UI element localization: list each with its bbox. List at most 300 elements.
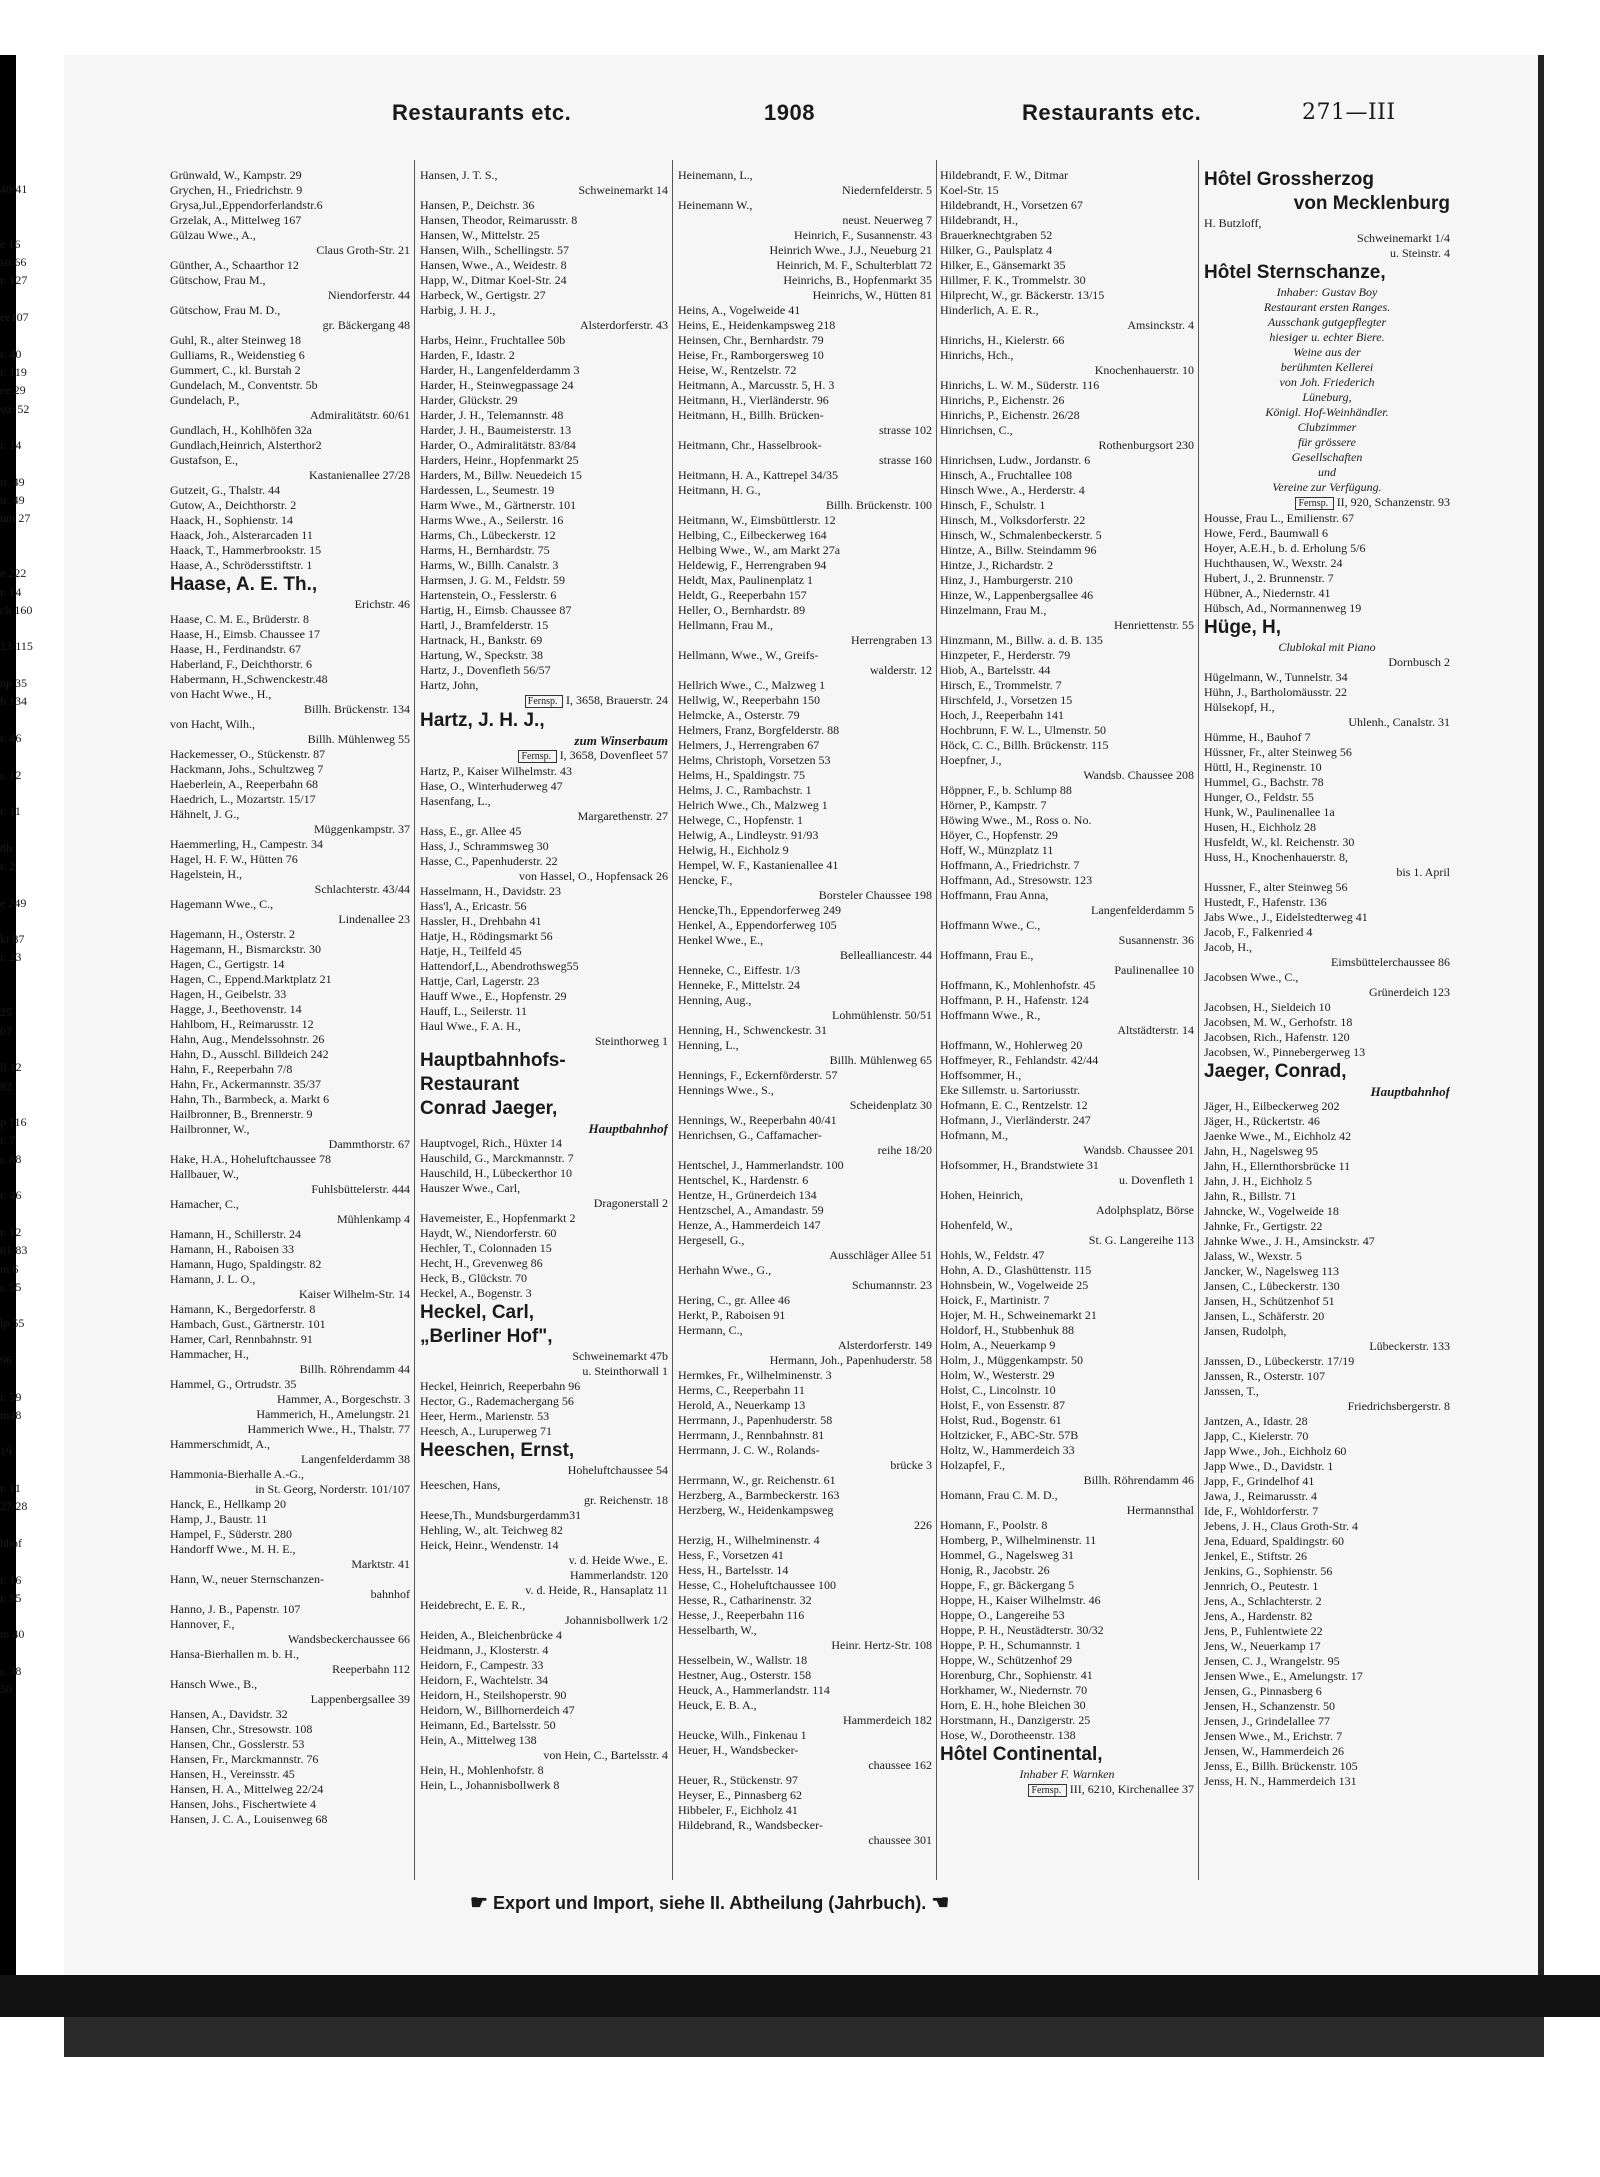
directory-entry: Hackemesser, O., Stückenstr. 87 xyxy=(170,747,326,761)
directory-entry: strasse 102 xyxy=(879,423,932,437)
directory-entry: Hansen, Wilh., Schellingstr. 57 xyxy=(420,243,569,257)
directory-entry: Hartenstein, O., Fesslerstr. 6 xyxy=(420,588,557,602)
directory-entry: brücke 3 xyxy=(890,1458,932,1472)
directory-entry: Harmsen, J. G. M., Feldstr. 59 xyxy=(420,573,565,587)
directory-entry: Haeberlein, A., Reeperbahn 68 xyxy=(170,777,318,791)
directory-entry: Hass, E., gr. Allee 45 xyxy=(420,824,522,838)
directory-entry: Henze, A., Hammerdeich 147 xyxy=(678,1218,821,1232)
directory-entry: Happ, W., Ditmar Koel-Str. 24 xyxy=(420,273,567,287)
directory-entry: Hesse, R., Catharinenstr. 32 xyxy=(678,1593,812,1607)
fragment-line: 81/83 xyxy=(0,1243,28,1258)
directory-entry: Jäger, H., Eilbeckerweg 202 xyxy=(1204,1099,1340,1113)
directory-entry: Herzberg, A., Barmbeckerstr. 163 xyxy=(678,1488,840,1502)
directory-entry: Jens, A., Hardenstr. 82 xyxy=(1204,1609,1313,1623)
directory-entry: Hintze, J., Richardstr. 2 xyxy=(940,558,1053,572)
telephone-label: Fernsp. xyxy=(525,695,563,708)
directory-entry: Hammonia-Bierhalle A.-G., xyxy=(170,1467,304,1481)
directory-entry: Höyer, C., Hopfenstr. 29 xyxy=(940,828,1058,842)
directory-entry: Henning, H., Schwenckestr. 31 xyxy=(678,1023,827,1037)
directory-entry: Helms, J. C., Rambachstr. 1 xyxy=(678,783,812,797)
directory-entry: Langenfelderdamm 5 xyxy=(1091,903,1194,917)
fragment-line: e 249 xyxy=(0,895,27,910)
fragment-line xyxy=(0,1296,48,1314)
directory-entry: Hansen, P., Deichstr. 36 xyxy=(420,198,535,212)
directory-entry: Hahlbom, H., Reimarusstr. 12 xyxy=(170,1017,314,1031)
directory-entry: Hermann, C., xyxy=(678,1323,743,1337)
fragment-line: m 40 xyxy=(0,1627,25,1642)
footer-text: Export und Import, siehe II. Abtheilung (Jahrbuch). xyxy=(492,1893,927,1913)
directory-entry: Hoffmann, W., Hohlerweg 20 xyxy=(940,1038,1083,1052)
directory-entry: Borsteler Chaussee 198 xyxy=(818,888,932,902)
directory-entry: Gundelach, M., Conventstr. 5b xyxy=(170,378,318,392)
listing-heading: Jaeger, Conrad, xyxy=(1204,1061,1347,1082)
directory-entry: Herzberg, W., Heidenkampsweg xyxy=(678,1503,834,1517)
previous-page-fragment xyxy=(0,180,48,1699)
directory-entry: Heidorn, F., Wachtelstr. 34 xyxy=(420,1673,549,1687)
directory-entry: Hühn, J., Bartholomäusstr. 22 xyxy=(1204,685,1347,699)
directory-entry: Lindenallee 23 xyxy=(338,912,410,926)
directory-entry: Hammer, A., Borgeschstr. 3 xyxy=(277,1392,410,1406)
directory-entry: Hagge, J., Beethovenstr. 14 xyxy=(170,1002,302,1016)
directory-entry: von Hacht Wwe., H., xyxy=(170,687,272,701)
directory-entry: Hagen, C., Gertigstr. 14 xyxy=(170,957,285,971)
directory-entry: Heitmann, Chr., Hasselbrook- xyxy=(678,438,822,452)
fragment-line: r. 55 xyxy=(0,1279,22,1294)
directory-entry: Jennrich, O., Peutestr. 1 xyxy=(1204,1579,1319,1593)
fragment-line: 13/115 xyxy=(0,639,33,654)
listing-heading: Hartz, J. H. J., xyxy=(420,710,545,731)
directory-entry: Harders, Heinr., Hopfenmarkt 25 xyxy=(420,453,579,467)
directory-entry: Hartz, John, xyxy=(420,678,479,692)
directory-entry: Hinsch, A., Fruchtallee 108 xyxy=(940,468,1072,482)
directory-entry: Hamer, Carl, Rennbahnstr. 91 xyxy=(170,1332,313,1346)
directory-entry: Harder, J. H., Baumeisterstr. 13 xyxy=(420,423,572,437)
directory-entry: Jensen, H., Schanzenstr. 50 xyxy=(1204,1699,1335,1713)
directory-entry: Jena, Eduard, Spaldingstr. 60 xyxy=(1204,1534,1344,1548)
fragment-line: str.66 xyxy=(0,255,27,270)
directory-entry: Hestner, Aug., Osterstr. 158 xyxy=(678,1668,812,1682)
directory-entry: Hofmann, E. C., Rentzelstr. 12 xyxy=(940,1098,1088,1112)
directory-entry: Hergesell, G., xyxy=(678,1233,745,1247)
directory-entry: Hinzelmann, Frau M., xyxy=(940,603,1047,617)
directory-entry: Hamp, J., Baustr. 11 xyxy=(170,1512,268,1526)
directory-entry: Helwege, C., Hopfenstr. 1 xyxy=(678,813,803,827)
directory-entry: Jahn, J. H., Eichholz 5 xyxy=(1204,1174,1312,1188)
directory-entry: Hinrichsen, Ludw., Jordanstr. 6 xyxy=(940,453,1091,467)
directory-entry: Scheidenplatz 30 xyxy=(849,1098,932,1112)
listing-note: für grössere xyxy=(1298,435,1356,449)
fragment-line: r. 16 xyxy=(0,1572,22,1587)
directory-entry: Altstädterstr. 14 xyxy=(1117,1023,1194,1037)
directory-entry: Hamann, H., Schillerstr. 24 xyxy=(170,1227,301,1241)
directory-entry: von Hein, C., Bartelsstr. 4 xyxy=(543,1748,668,1762)
directory-entry: Lübeckerstr. 133 xyxy=(1369,1339,1450,1353)
pointing-hand-icon: ☚ xyxy=(931,1892,950,1914)
directory-entry: Hattendorf,L., Abendrothsweg55 xyxy=(420,959,579,973)
directory-entry: Hirschfeld, J., Vorsetzen 15 xyxy=(940,693,1073,707)
column-4 xyxy=(940,168,1194,1873)
fragment-line: 25 xyxy=(0,1005,12,1020)
directory-entry: Hamann, H., Raboisen 33 xyxy=(170,1242,294,1256)
listing-heading: Haase, A. E. Th., xyxy=(170,574,318,595)
directory-entry: Harden, F., Idastr. 2 xyxy=(420,348,515,362)
directory-entry: Henkel, A., Eppendorferweg 105 xyxy=(678,918,837,932)
directory-entry: Holm, W., Westerstr. 29 xyxy=(940,1368,1055,1382)
directory-entry: Helms, H., Spaldingstr. 75 xyxy=(678,768,806,782)
fragment-line: r. 59 xyxy=(0,1389,22,1404)
directory-entry: Haase, A., Schrödersstiftstr. 1 xyxy=(170,558,313,572)
directory-entry: Jansen, Rudolph, xyxy=(1204,1324,1287,1338)
fragment-line xyxy=(0,1333,48,1351)
directory-entry: Heese,Th., Mundsburgerdamm31 xyxy=(420,1508,582,1522)
directory-entry: Hinrichs, Hch., xyxy=(940,348,1014,362)
directory-entry: Hesselbein, W., Wallstr. 18 xyxy=(678,1653,808,1667)
directory-entry: Hennings, F., Eckernförderstr. 57 xyxy=(678,1068,838,1082)
directory-entry: Grysa,Jul.,Eppendorferlandstr.6 xyxy=(170,198,323,212)
pointing-hand-icon: ☛ xyxy=(470,1892,488,1914)
directory-entry: Schumannstr. 23 xyxy=(852,1278,932,1292)
listing-note: hiesiger u. echter Biere. xyxy=(1269,330,1385,344)
directory-entry: Jalass, W., Wexstr. 5 xyxy=(1204,1249,1302,1263)
directory-entry: Hauszer Wwe., Carl, xyxy=(420,1181,521,1195)
directory-entry: Hagemann Wwe., C., xyxy=(170,897,274,911)
directory-entry: Hunk, W., Paulinenallee 1a xyxy=(1204,805,1335,819)
directory-entry: Heitmann, H. G., xyxy=(678,483,761,497)
directory-entry: Jantzen, A., Idastr. 28 xyxy=(1204,1414,1308,1428)
directory-entry: Höppner, F., b. Schlump 88 xyxy=(940,783,1072,797)
column-1 xyxy=(170,168,410,1873)
listing-heading: „Berliner Hof", xyxy=(420,1326,553,1347)
directory-entry: Hailbronner, W., xyxy=(170,1122,250,1136)
directory-entry: Hinz, J., Hamburgerstr. 210 xyxy=(940,573,1073,587)
column-3 xyxy=(678,168,932,1873)
directory-entry: Haemmerling, H., Campestr. 34 xyxy=(170,837,323,851)
directory-entry: Herms, C., Reeperbahn 11 xyxy=(678,1383,805,1397)
directory-entry: Hauff, L., Seilerstr. 11 xyxy=(420,1004,527,1018)
directory-entry: Hohn, A. D., Glashüttenstr. 115 xyxy=(940,1263,1092,1277)
directory-entry: Hunger, O., Feldstr. 55 xyxy=(1204,790,1314,804)
fragment-line xyxy=(0,1168,48,1186)
directory-entry: Herrmann, J., Rennbahnstr. 81 xyxy=(678,1428,825,1442)
directory-entry: Gundelach, P., xyxy=(170,393,240,407)
directory-entry: gr. Bäckergang 48 xyxy=(322,318,410,332)
directory-entry: Erichstr. 46 xyxy=(354,597,410,611)
fragment-line: 07 xyxy=(0,1023,12,1038)
directory-entry: Hein, H., Mohlenhofstr. 8 xyxy=(420,1763,544,1777)
directory-entry: v. d. Heide Wwe., E. xyxy=(568,1553,668,1567)
directory-entry: Billh. Röhrendamm 46 xyxy=(1083,1473,1194,1487)
listing-note: berühmten Kellerei xyxy=(1280,360,1374,374)
directory-entry: Heidorn, F., Campestr. 33 xyxy=(420,1658,544,1672)
directory-entry: Helmers, J., Herrengraben 67 xyxy=(678,738,820,752)
directory-entry: Hake, H.A., Hoheluftchaussee 78 xyxy=(170,1152,331,1166)
directory-entry: Hauff Wwe., E., Hopfenstr. 29 xyxy=(420,989,567,1003)
directory-entry: Hess, H., Bartelsstr. 14 xyxy=(678,1563,789,1577)
directory-entry: Hofsommer, H., Brandstwiete 31 xyxy=(940,1158,1099,1172)
directory-entry: Höck, C. C., Billh. Brückenstr. 115 xyxy=(940,738,1109,752)
directory-entry: Heitmann, H. A., Kattrepel 34/35 xyxy=(678,468,838,482)
directory-entry: Niedernfelderstr. 5 xyxy=(842,183,932,197)
directory-entry: Harders, M., Billw. Neuedeich 15 xyxy=(420,468,582,482)
directory-entry: H. Butzloff, xyxy=(1204,216,1262,230)
fragment-line xyxy=(0,1369,48,1387)
directory-entry: Hesse, C., Hoheluftchaussee 100 xyxy=(678,1578,836,1592)
directory-entry: Hasenfang, L., xyxy=(420,794,491,808)
directory-entry: Hammacher, H., xyxy=(170,1347,249,1361)
directory-entry: Hempel, W. F., Kastanienallee 41 xyxy=(678,858,839,872)
directory-entry: Hass, J., Schrammsweg 30 xyxy=(420,839,549,853)
directory-entry: strasse 160 xyxy=(879,453,932,467)
fragment-line: r. 2 xyxy=(0,858,16,873)
directory-entry: Hustedt, F., Hafenstr. 136 xyxy=(1204,895,1327,909)
column-rule xyxy=(672,160,673,1880)
directory-entry: Heise, W., Rentzelstr. 72 xyxy=(678,363,797,377)
directory-entry: Claus Groth-Str. 21 xyxy=(316,243,410,257)
directory-entry: Hauschild, H., Lübeckerthor 10 xyxy=(420,1166,572,1180)
directory-entry: Lappenbergsallee 39 xyxy=(310,1692,410,1706)
directory-entry: Haase, H., Eimsb. Chaussee 17 xyxy=(170,627,320,641)
directory-entry: Japp, C., Kielerstr. 70 xyxy=(1204,1429,1309,1443)
directory-entry: Henkel Wwe., E., xyxy=(678,933,764,947)
directory-entry: Harder, H., Langenfelderdamm 3 xyxy=(420,363,580,377)
fragment-line: r. 46 xyxy=(0,1188,22,1203)
directory-entry: Hentschel, K., Hardenstr. 6 xyxy=(678,1173,809,1187)
directory-entry: Hammerlandstr. 120 xyxy=(570,1568,668,1582)
fragment-line: ch 160 xyxy=(0,602,33,617)
directory-entry: Hentzschel, A., Amandastr. 59 xyxy=(678,1203,824,1217)
fragment-line: 82 xyxy=(0,1078,12,1093)
directory-entry: Henneke, C., Eiffestr. 1/3 xyxy=(678,963,801,977)
directory-entry: Herrmann, J. C. W., Rolands- xyxy=(678,1443,820,1457)
directory-entry: Hellmann, Wwe., W., Greifs- xyxy=(678,648,819,662)
directory-entry: Hinrichs, H., Kielerstr. 66 xyxy=(940,333,1065,347)
directory-entry: Hahn, D., Ausschl. Billdeich 242 xyxy=(170,1047,329,1061)
directory-entry: Hannover, F., xyxy=(170,1617,235,1631)
directory-entry: u. Dovenfleth 1 xyxy=(1119,1173,1194,1187)
directory-entry: Hansen, J. T. S., xyxy=(420,168,498,182)
directory-entry: Hummel, G., Bachstr. 78 xyxy=(1204,775,1324,789)
directory-entry: Housse, Frau L., Emilienstr. 67 xyxy=(1204,511,1354,525)
fragment-line: kt 87 xyxy=(0,932,25,947)
directory-entry: Heuer, H., Wandsbecker- xyxy=(678,1743,799,1757)
listing-heading: Hüge, H, xyxy=(1204,617,1282,638)
directory-entry: Hildebrandt, F. W., Ditmar xyxy=(940,168,1069,182)
directory-entry: Hoch, J., Reeperbahn 141 xyxy=(940,708,1064,722)
directory-entry: Jenkel, E., Stiftstr. 26 xyxy=(1204,1549,1307,1563)
directory-entry: Holm, J., Müggenkampstr. 50 xyxy=(940,1353,1083,1367)
directory-entry: Grünerdeich 123 xyxy=(1369,985,1450,999)
directory-entry: Niendorferstr. 44 xyxy=(328,288,410,302)
directory-entry: Jacob, H., xyxy=(1204,940,1252,954)
directory-entry: Hoppe, W., Schützenhof 29 xyxy=(940,1653,1072,1667)
directory-entry: Heuck, E. B. A., xyxy=(678,1698,757,1712)
telephone-label: Fernsp. xyxy=(518,750,556,763)
directory-entry: Dragonerstall 2 xyxy=(593,1196,668,1210)
directory-entry: Heyser, E., Pinnasberg 62 xyxy=(678,1788,802,1802)
directory-entry: Janssen, D., Lübeckerstr. 17/19 xyxy=(1204,1354,1355,1368)
directory-entry: Jahn, H., Ellernthorsbrücke 11 xyxy=(1204,1159,1351,1173)
directory-entry: Hanck, E., Hellkamp 20 xyxy=(170,1497,286,1511)
directory-entry: Schweinemarkt 1/4 xyxy=(1357,231,1450,245)
directory-entry: Hinsch Wwe., A., Herderstr. 4 xyxy=(940,483,1085,497)
page-number: 271—III xyxy=(1302,100,1396,125)
directory-entry: Heitmann, W., Eimsbüttlerstr. 12 xyxy=(678,513,836,527)
directory-entry: Helbing Wwe., W., am Markt 27a xyxy=(678,543,841,557)
directory-entry: Wandsb. Chaussee 208 xyxy=(1083,768,1194,782)
directory-entry: Holm, A., Neuerkamp 9 xyxy=(940,1338,1056,1352)
directory-entry: Grychen, H., Friedrichstr. 9 xyxy=(170,183,303,197)
directory-entry: Hermann, Joh., Papenhuderstr. 58 xyxy=(769,1353,932,1367)
fragment-line: r. 127 xyxy=(0,273,28,288)
directory-entry: Hoppe, P. H., Schumannstr. 1 xyxy=(940,1638,1081,1652)
directory-entry: Hartz, P., Kaiser Wilhelmstr. 43 xyxy=(420,764,572,778)
directory-entry: Hoppe, H., Kaiser Wilhelmstr. 46 xyxy=(940,1593,1101,1607)
fragment-line: nm 27 xyxy=(0,511,31,526)
directory-entry: Henneke, F., Mittelstr. 24 xyxy=(678,978,801,992)
directory-entry: Helbing, C., Eilbeckerweg 164 xyxy=(678,528,827,542)
directory-entry: Jahncke, W., Vogelweide 18 xyxy=(1204,1204,1339,1218)
directory-entry: Helmers, Franz, Borgfelderstr. 88 xyxy=(678,723,840,737)
directory-entry: Horn, E. H., hohe Bleichen 30 xyxy=(940,1698,1086,1712)
fragment-line xyxy=(0,985,48,1003)
directory-entry: Heidorn, W., Billhornerdeich 47 xyxy=(420,1703,575,1717)
directory-entry: Janssen, T., xyxy=(1204,1384,1259,1398)
directory-entry: in St. Georg, Norderstr. 101/107 xyxy=(255,1482,410,1496)
directory-entry: Hering, C., gr. Allee 46 xyxy=(678,1293,790,1307)
directory-entry: Gütschow, Frau M., xyxy=(170,273,266,287)
directory-entry: Heidmann, J., Klosterstr. 4 xyxy=(420,1643,549,1657)
directory-entry: Jensen, C. J., Wrangelstr. 95 xyxy=(1204,1654,1340,1668)
directory-entry: Amsinckstr. 4 xyxy=(1127,318,1194,332)
directory-entry: Hohls, W., Feldstr. 47 xyxy=(940,1248,1045,1262)
directory-entry: Haydt, W., Niendorferstr. 60 xyxy=(420,1226,557,1240)
listing-subheading: Hauptbahnhof xyxy=(588,1121,668,1136)
directory-entry: Heinemann W., xyxy=(678,198,753,212)
directory-entry: Heller, O., Bernhardstr. 89 xyxy=(678,603,806,617)
directory-entry: Hartnack, H., Bankstr. 69 xyxy=(420,633,543,647)
listing-note: Ausschank gutgepflegter xyxy=(1267,315,1387,329)
listing-note: Restaurant ersten Ranges. xyxy=(1263,300,1391,314)
directory-entry: Heuer, R., Stückenstr. 97 xyxy=(678,1773,798,1787)
fragment-line: r. 14 xyxy=(0,438,22,453)
directory-entry: Hennings, W., Reeperbahn 40/41 xyxy=(678,1113,837,1127)
fragment-line: ee107 xyxy=(0,310,29,325)
directory-entry: Hartz, J., Dovenfleth 56/57 xyxy=(420,663,551,677)
directory-entry: Hoffsommer, H., xyxy=(940,1068,1022,1082)
directory-entry: Heinrich Wwe., J.J., Neueburg 21 xyxy=(769,243,932,257)
directory-entry: Hahn, F., Reeperbahn 7/8 xyxy=(170,1062,293,1076)
listing-note: Vereine zur Verfügung. xyxy=(1272,480,1382,494)
fragment-line: r. 7 xyxy=(0,1133,16,1148)
directory-entry: Herhahn Wwe., G., xyxy=(678,1263,772,1277)
directory-entry: Jensen Wwe., M., Erichstr. 7 xyxy=(1204,1729,1343,1743)
directory-entry: Hagelstein, H., xyxy=(170,867,242,881)
telephone-number: I, 3658, Brauerstr. 24 xyxy=(566,693,668,707)
directory-entry: Helmcke, A., Osterstr. 79 xyxy=(678,708,800,722)
listing-note: und xyxy=(1318,465,1336,479)
directory-entry: Homann, Frau C. M. D., xyxy=(940,1488,1058,1502)
directory-entry: Reeperbahn 112 xyxy=(332,1662,410,1676)
directory-entry: Jaenke Wwe., M., Eichholz 42 xyxy=(1204,1129,1352,1143)
directory-entry: Hillmer, F. K., Trommelstr. 30 xyxy=(940,273,1086,287)
directory-entry: Schweinemarkt 47b xyxy=(572,1349,668,1363)
directory-entry: Gundlach,Heinrich, Alsterthor2 xyxy=(170,438,322,452)
directory-entry: Hübner, A., Niedernstr. 41 xyxy=(1204,586,1331,600)
directory-entry: Hoffmann Wwe., C., xyxy=(940,918,1041,932)
fragment-line xyxy=(0,1552,48,1570)
directory-entry xyxy=(940,1782,1194,1798)
directory-entry: Eke Sillemstr. u. Sartoriusstr. xyxy=(940,1083,1080,1097)
directory-entry: Hibbeler, F., Eichholz 41 xyxy=(678,1803,798,1817)
fragment-line: e 16 xyxy=(0,236,21,251)
directory-entry: Hencke,Th., Eppendorferweg 249 xyxy=(678,903,841,917)
fragment-line xyxy=(0,875,48,893)
directory-entry: Gutow, A., Deichthorstr. 2 xyxy=(170,498,297,512)
directory-entry: Hinsch, M., Volksdorferstr. 22 xyxy=(940,513,1086,527)
directory-entry: Habermann, H.,Schwenckestr.48 xyxy=(170,672,328,686)
directory-entry: Hamann, K., Bergedorferstr. 8 xyxy=(170,1302,316,1316)
directory-entry: Hilker, G., Paulsplatz 4 xyxy=(940,243,1053,257)
directory-entry: Homberg, P., Wilhelminenstr. 11 xyxy=(940,1533,1097,1547)
fragment-line xyxy=(0,656,48,674)
directory-entry: Hagemann, H., Bismarckstr. 30 xyxy=(170,942,321,956)
directory-entry: Hass'l, A., Ericastr. 56 xyxy=(420,899,527,913)
directory-entry: Jahnke, Fr., Gertigstr. 22 xyxy=(1204,1219,1323,1233)
telephone-label: Fernsp. xyxy=(1028,1784,1066,1797)
directory-entry: Alsterdorferstr. 43 xyxy=(580,318,668,332)
fragment-line xyxy=(0,1205,48,1223)
directory-entry: Huss, H., Knochenhauerstr. 8, xyxy=(1204,850,1348,864)
directory-entry: Hauschild, G., Marckmannstr. 7 xyxy=(420,1151,574,1165)
directory-entry: Hahn, Aug., Mendelssohnstr. 26 xyxy=(170,1032,325,1046)
directory-entry: Hojer, M. H., Schweinemarkt 21 xyxy=(940,1308,1097,1322)
directory-entry: Hoffmann, Frau Anna, xyxy=(940,888,1049,902)
directory-entry: Grünwald, W., Kampstr. 29 xyxy=(170,168,302,182)
directory-entry: Hoff, W., Münzplatz 11 xyxy=(940,843,1054,857)
directory-entry: Hoffmann, K., Mohlenhofstr. 45 xyxy=(940,978,1096,992)
directory-entry: Heuck, A., Hammerlandstr. 114 xyxy=(678,1683,830,1697)
directory-entry: Paulinenallee 10 xyxy=(1114,963,1194,977)
directory-entry: Hassler, H., Drehbahn 41 xyxy=(420,914,542,928)
directory-entry: Harder, J. H., Telemannstr. 48 xyxy=(420,408,564,422)
directory-entry: Hesse, J., Reeperbahn 116 xyxy=(678,1608,805,1622)
directory-entry: Hasse, C., Papenhuderstr. 22 xyxy=(420,854,558,868)
directory-entry: Hamann, J. L. O., xyxy=(170,1272,256,1286)
directory-entry: Hilker, E., Gänsemarkt 35 xyxy=(940,258,1066,272)
directory-entry: Hinderlich, A. E. R., xyxy=(940,303,1039,317)
directory-entry: Heise, Fr., Ramborgersweg 10 xyxy=(678,348,824,362)
fragment-line: m 6 xyxy=(0,1261,19,1276)
directory-entry: Jacobsen, H., Sieldeich 10 xyxy=(1204,1000,1331,1014)
directory-entry: Hamacher, C., xyxy=(170,1197,239,1211)
fragment-line: r. 23 xyxy=(0,950,22,965)
fragment-line: str. 52 xyxy=(0,401,30,416)
telephone-number: I, 3658, Dovenfleet 57 xyxy=(559,748,668,762)
directory-entry: Heitmann, H., Vierländerstr. 96 xyxy=(678,393,829,407)
directory-entry: Wandsb. Chaussee 201 xyxy=(1083,1143,1194,1157)
directory-entry: Harms, W., Billh. Canalstr. 3 xyxy=(420,558,559,572)
directory-entry: Jensen Wwe., E., Amelungstr. 17 xyxy=(1204,1669,1363,1683)
fragment-line: 8b xyxy=(0,840,12,855)
directory-entry: u. Steinthorwall 1 xyxy=(582,1364,668,1378)
directory-entry: Billh. Brückenstr. 100 xyxy=(826,498,932,512)
directory-entry: Jansen, L., Schäferstr. 20 xyxy=(1204,1309,1325,1323)
directory-entry: Hagel, H. F. W., Hütten 76 xyxy=(170,852,298,866)
directory-entry: Jenkins, G., Sophienstr. 56 xyxy=(1204,1564,1333,1578)
directory-entry: Heck, B., Glückstr. 70 xyxy=(420,1271,527,1285)
directory-entry: Holst, Rud., Bogenstr. 61 xyxy=(940,1413,1062,1427)
directory-entry: Hailbronner, B., Brennerstr. 9 xyxy=(170,1107,313,1121)
